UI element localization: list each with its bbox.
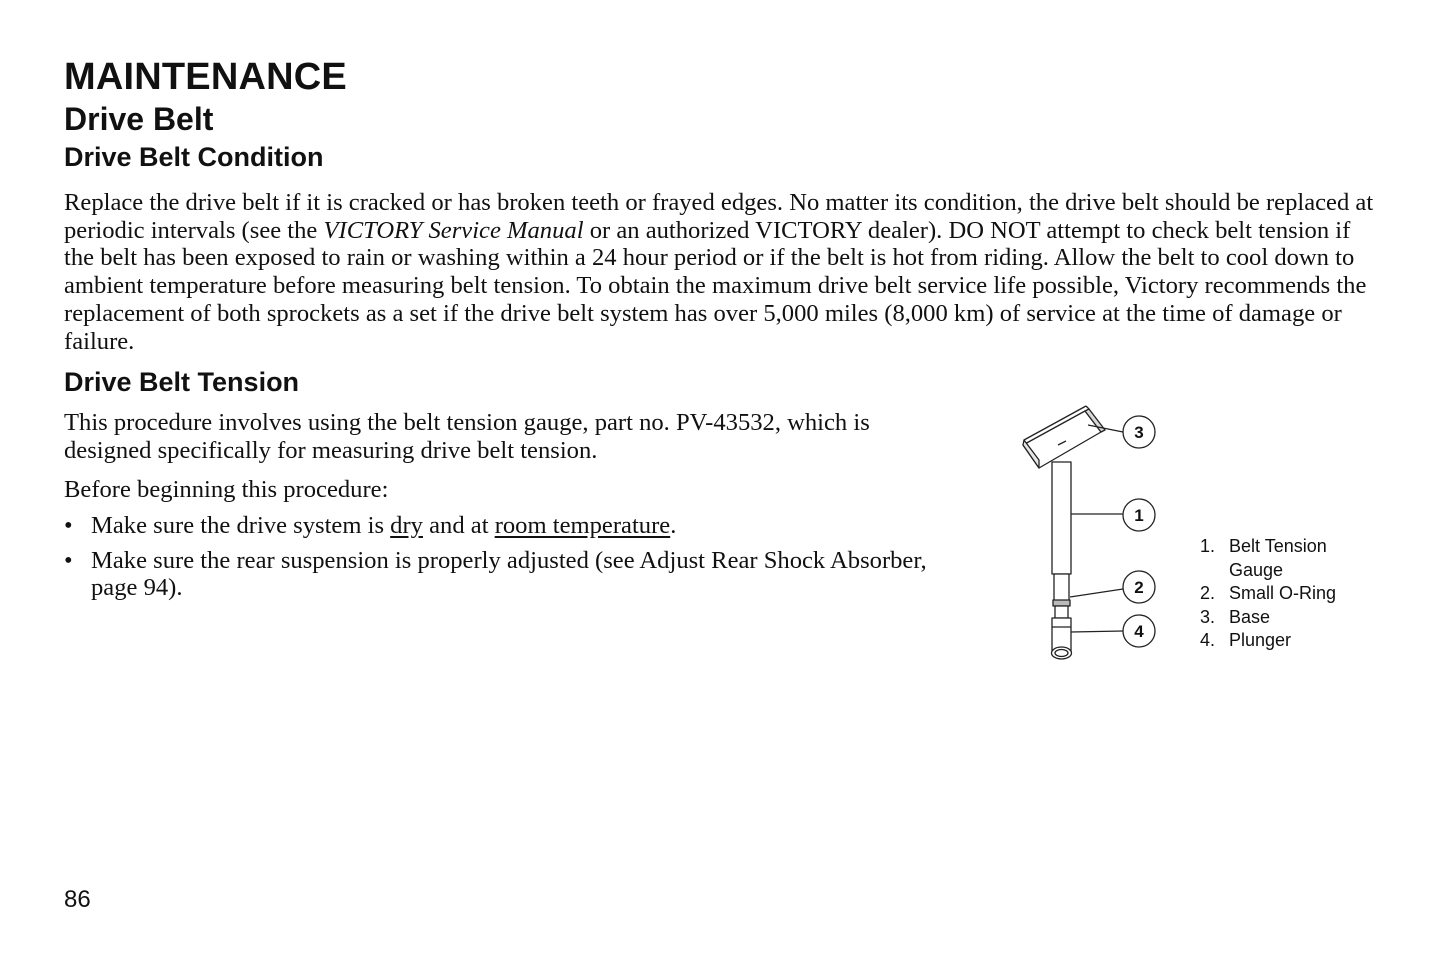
bullet1-text-b: and at	[422, 512, 495, 539]
legend-number: 4.	[1200, 630, 1216, 650]
legend-label: Belt Tension Gauge	[1229, 536, 1327, 580]
room-temperature-term: room temperature	[494, 512, 671, 539]
legend-item	[1200, 606, 1349, 630]
legend-label: Base	[1229, 606, 1271, 627]
condition-text-end: or an authorized VICTORY dealer). DO NOT attempt to check belt tension if the belt has been exposed to rain or washing within a 24 hour period or if the belt is hot from riding. Allow the belt to cool down to ambient temperature before measuring belt tension. To obtain the maximum drive belt service life possible, Victory recommends the replacement of both sprockets as a set if the drive belt system has over 5,000 miles (8,000 km) of service at the time of damage or failure.	[64, 216, 1367, 355]
condition-paragraph	[64, 189, 1384, 355]
section-title: MAINTENANCE	[64, 56, 347, 98]
service-manual-title: VICTORY Service Manual	[323, 216, 584, 244]
callout-4: 4	[1134, 622, 1144, 641]
bullet2-text: Make sure the rear suspension is properly adjusted (see Adjust Rear Shock Absorber, page 94).	[91, 546, 927, 602]
legend-label: Small O-Ring	[1229, 583, 1337, 603]
page-title: Drive Belt	[64, 101, 214, 137]
tension-heading: Drive Belt Tension	[64, 367, 300, 397]
callout-2: 2	[1134, 578, 1144, 597]
callout-1: 1	[1134, 506, 1144, 525]
bullet-marker: •	[64, 512, 73, 539]
legend-item	[1200, 535, 1349, 582]
prerequisite-list	[64, 512, 964, 609]
tension-before-label: Before beginning this procedure:	[64, 476, 389, 503]
dry-term: dry	[390, 512, 423, 539]
tension-intro: This procedure involves using the belt tension gauge, part no. PV-43532, which is designed specifically for measuring drive belt tension.	[64, 409, 870, 464]
list-item	[64, 547, 964, 602]
condition-text-start: Replace the drive belt if it is cracked or has broken teeth or frayed edges. No matter its condition, the drive belt should be replaced at periodic intervals (see the	[64, 189, 1374, 244]
page-number: 86	[64, 886, 91, 913]
condition-heading: Drive Belt Condition	[64, 142, 324, 172]
legend-item	[1200, 582, 1349, 606]
bullet-marker: •	[64, 546, 73, 574]
list-item	[64, 512, 964, 540]
callout-3: 3	[1134, 423, 1144, 442]
legend-number: 1.	[1200, 536, 1216, 556]
legend-item	[1200, 629, 1349, 653]
bullet1-text-a: Make sure the drive system is	[91, 512, 391, 539]
figure-legend	[1200, 535, 1349, 653]
legend-number: 3.	[1200, 606, 1216, 627]
belt-tension-gauge-illustration	[1015, 400, 1175, 670]
legend-number: 2.	[1200, 583, 1216, 603]
bullet1-text-c: .	[670, 512, 677, 539]
legend-label: Plunger	[1229, 630, 1292, 650]
